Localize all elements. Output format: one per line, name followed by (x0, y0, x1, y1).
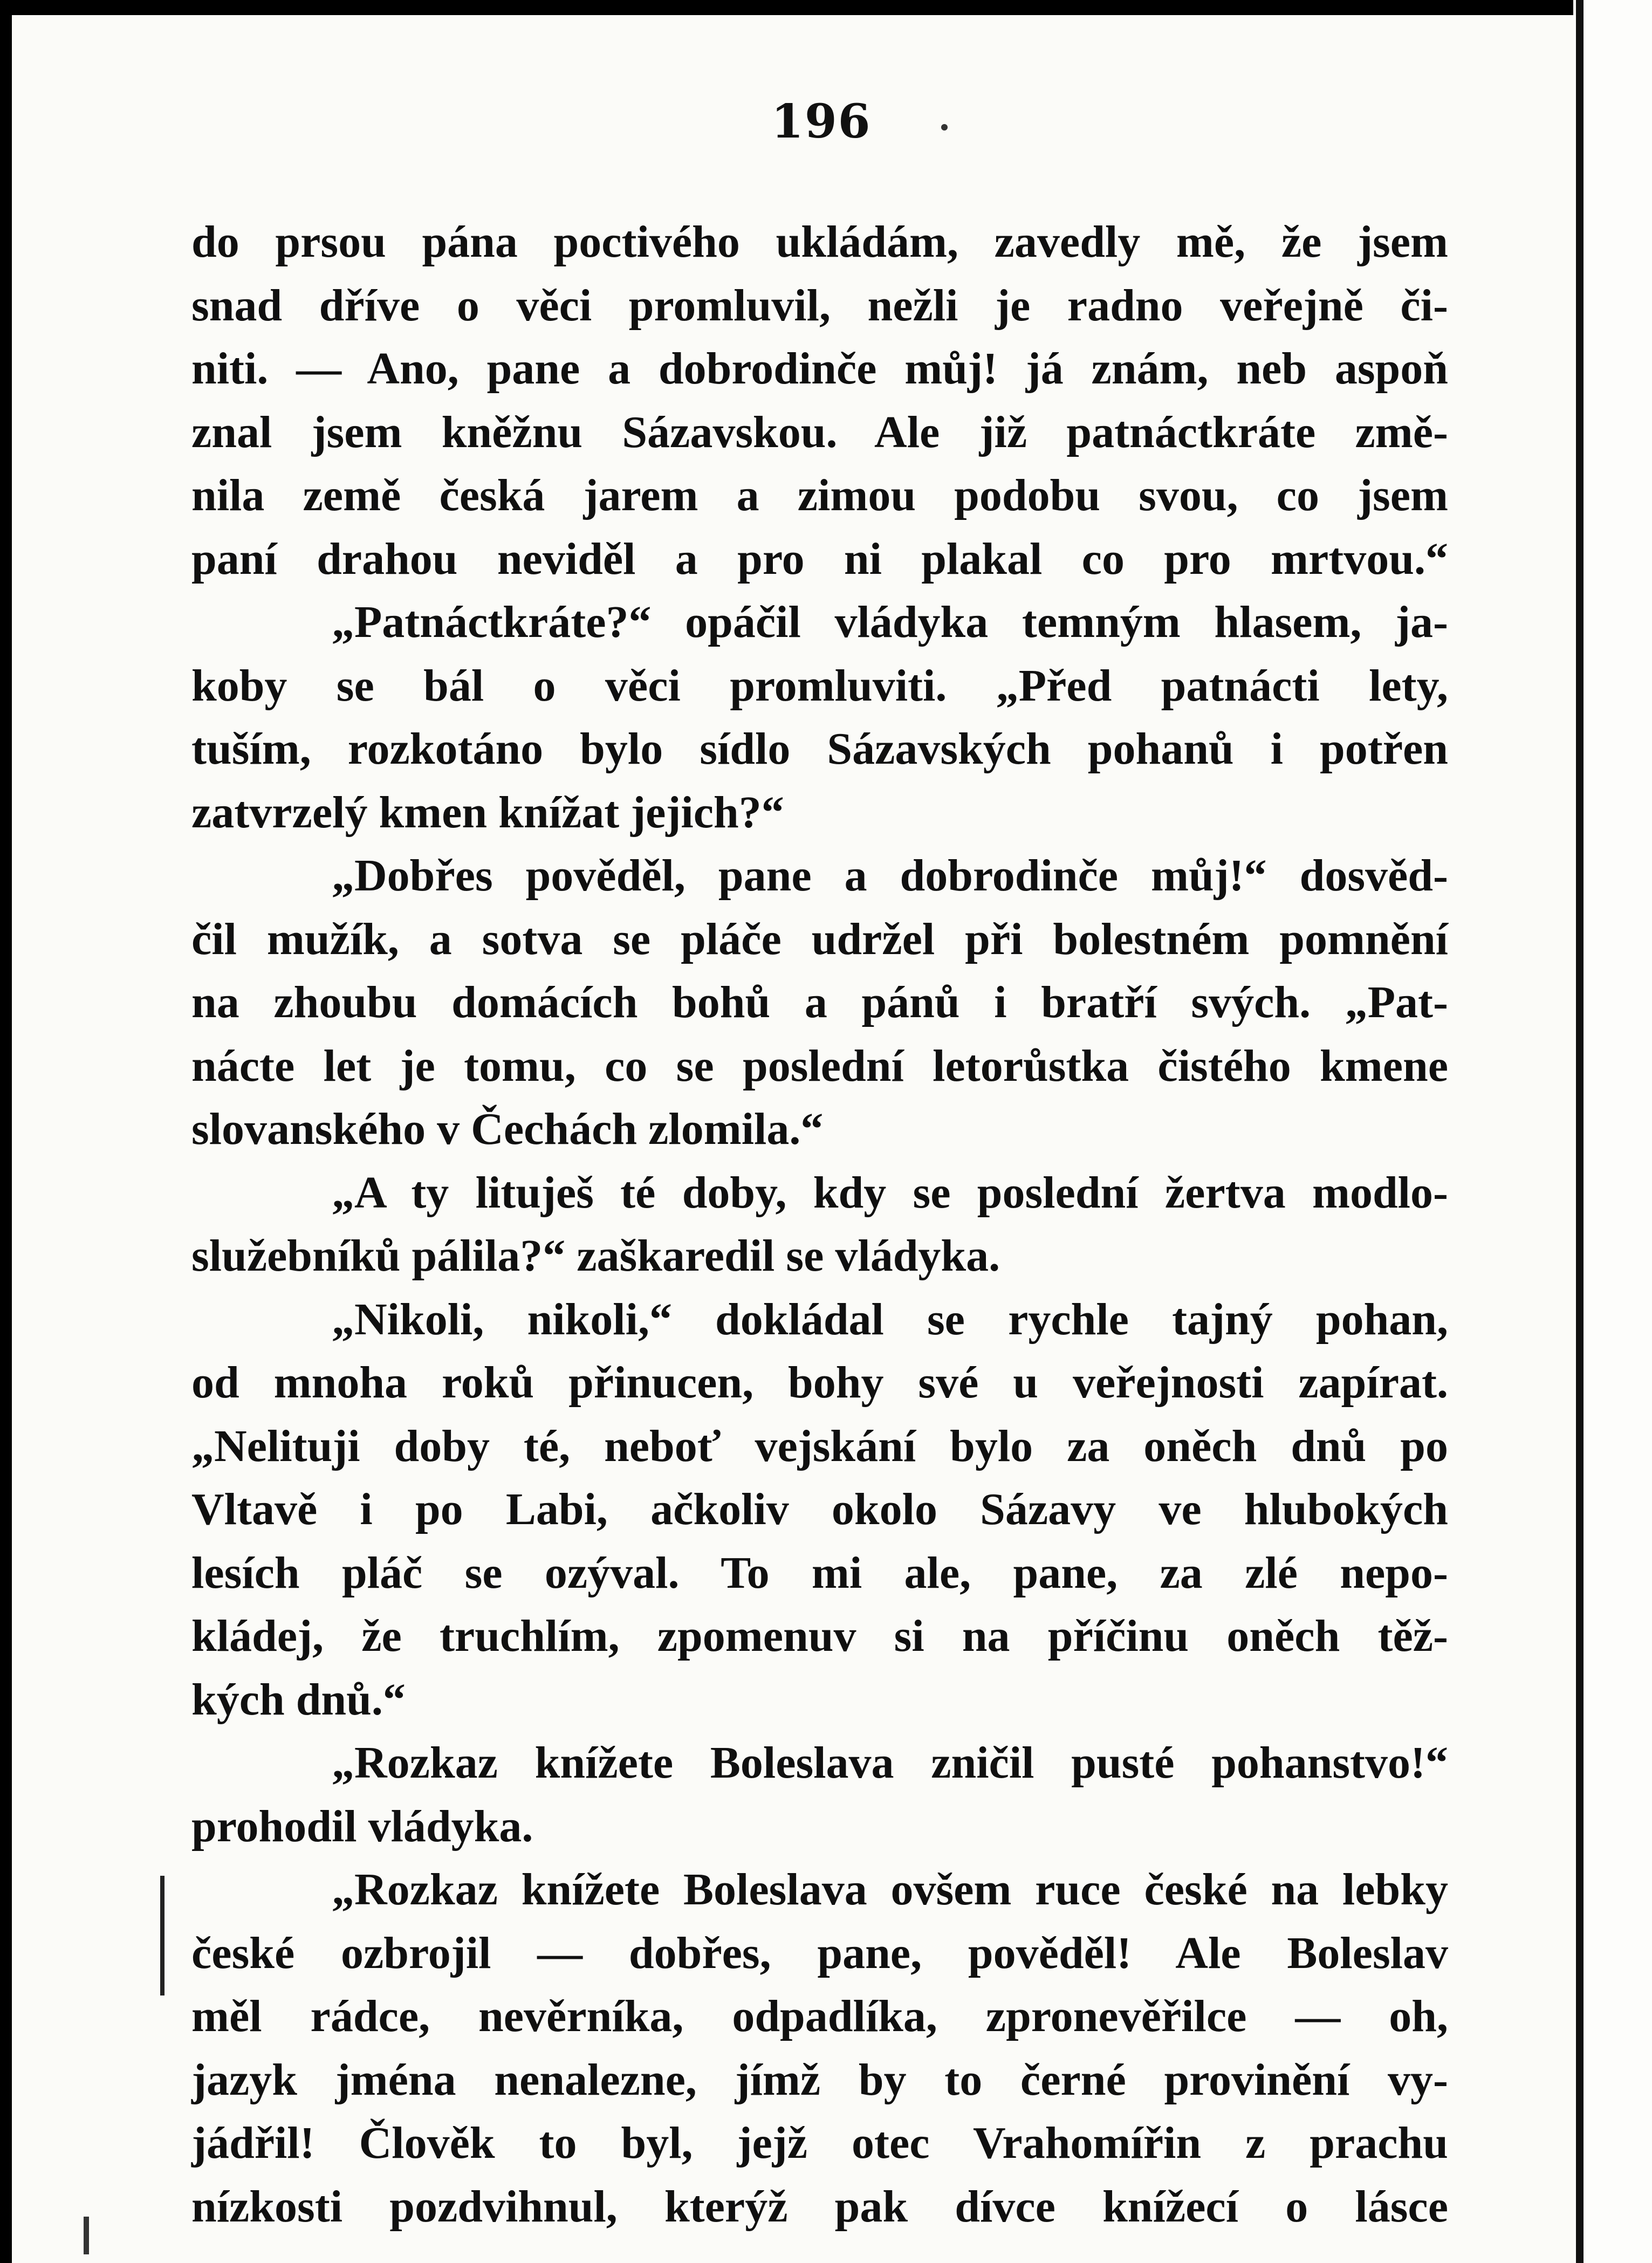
text-line: nácte let je tomu, co se poslední letorůstka čistého kmene (191, 1040, 1448, 1091)
text-line: „Patnáctkráte?“ opáčil vládyka temným hlasem, ja- (332, 597, 1448, 647)
text-line: měl rádce, nevěrníka, odpadlíka, zpronevěřilce — oh, (191, 1991, 1448, 2041)
text-line: paní drahou neviděl a pro ni plakal co pro mrtvou.“ (191, 533, 1448, 584)
text-line: české ozbrojil — dobřes, pane, pověděl! Ale Boleslav (191, 1928, 1448, 1978)
text-line: koby se bál o věci promluviti. „Před patnácti lety, (191, 660, 1448, 711)
page-number-dot (941, 124, 948, 131)
text-line: zatvrzelý kmen knížat jejich?“ (191, 787, 784, 838)
text-line: od mnoha roků přinucen, bohy své u veřejnosti zapírat. (191, 1357, 1448, 1408)
margin-mark (160, 1876, 164, 1995)
scan-edge (1573, 0, 1652, 2263)
scan-artifact (84, 2217, 89, 2254)
text-line: kládej, že truchlím, zpomenuv si na příčinu oněch těž- (191, 1611, 1448, 1661)
text-line: „Rozkaz knížete Boleslava zničil pusté pohanstvo!“ (332, 1738, 1448, 1788)
text-line: kých dnů.“ (191, 1674, 406, 1725)
text-line: „Dobřes pověděl, pane a dobrodinče můj!“ dosvěd- (332, 851, 1448, 901)
text-line: nízkosti pozdvihnul, kterýž pak dívce knížecí o lásce (191, 2181, 1448, 2232)
text-line: „A ty lituješ té doby, kdy se poslední žertva modlo- (332, 1167, 1448, 1218)
text-line: niti. — Ano, pane a dobrodinče můj! já znám, neb aspoň (191, 344, 1448, 394)
text-line: lesích pláč se ozýval. To mi ale, pane, za zlé nepo- (191, 1547, 1448, 1598)
text-line: „Rozkaz knížete Boleslava ovšem ruce české na lebky (332, 1864, 1448, 1915)
text-line: jazyk jména nenalezne, jímž by to černé provinění vy- (191, 2054, 1448, 2105)
text-line: prohodil vládyka. (191, 1801, 533, 1851)
text-line: snad dříve o věci promluvil, nežli je radno veřejně či- (191, 280, 1448, 331)
text-line: slovanského v Čechách zlomila.“ (191, 1104, 824, 1154)
text-line: do prsou pána poctivého ukládám, zavedly mě, že jsem (191, 217, 1448, 267)
text-line: znal jsem kněžnu Sázavskou. Ale již patnáctkráte změ- (191, 407, 1448, 457)
text-line: služebníků pálila?“ zaškaredil se vládyka. (191, 1231, 1000, 1281)
page-number: 196 (771, 94, 872, 149)
text-line: na zhoubu domácích bohů a pánů i bratří svých. „Pat- (191, 977, 1448, 1027)
body-text (191, 210, 1448, 2238)
text-line: jádřil! Člověk to byl, jejž otec Vrahomířin z prachu (191, 2118, 1448, 2168)
text-line: „Nikoli, nikoli,“ dokládal se rychle tajný pohan, (332, 1294, 1448, 1345)
scan-edge-line (1576, 0, 1584, 2263)
text-line: tuším, rozkotáno bylo sídlo Sázavských pohanů i potřen (191, 724, 1448, 774)
text-line: „Nelituji doby té, neboť vejskání bylo za oněch dnů po (191, 1421, 1448, 1471)
text-line: nila země česká jarem a zimou podobu svou, co jsem (191, 470, 1448, 520)
text-line: Vltavě i po Labi, ačkoliv okolo Sázavy ve hlubokých (191, 1484, 1448, 1534)
text-line: čil mužík, a sotva se pláče udržel při bolestném pomnění (191, 914, 1448, 964)
